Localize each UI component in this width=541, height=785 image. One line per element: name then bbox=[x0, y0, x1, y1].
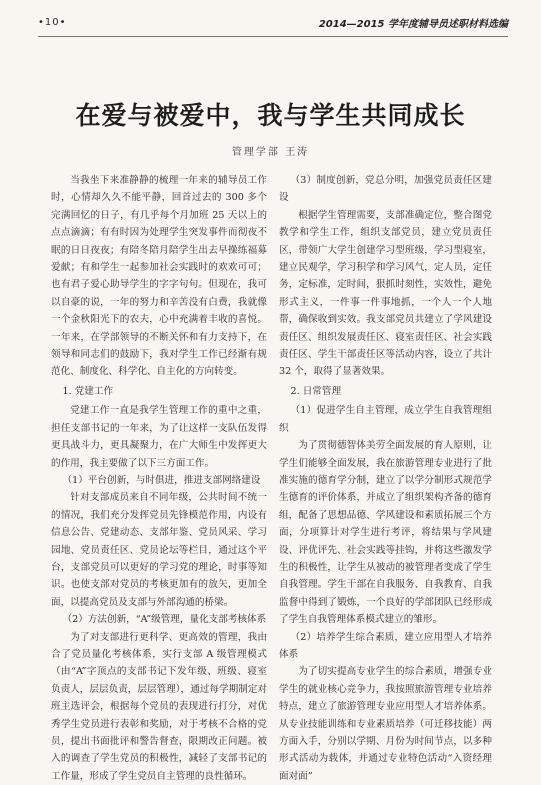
right-column bbox=[279, 172, 492, 785]
subsection-heading: （1）平台创新，与时俱进，推进支部网络建设 bbox=[62, 474, 261, 486]
section-heading: 2. 日常管理 bbox=[290, 385, 342, 397]
paragraph: 当我坐下来准静静的梳理一年来的辅导员工作时，心情却久久不能平静，回首过去的 300 多个完满回忆的日子，有几乎每个月加班 25 天以上的点点滴滴；有有时因为处理学生突发事件而彻夜不眠的日日夜夜；有陪冬陪月陪学生出去早操练福募爱献；有和学生一起参加社会实践时的欢欢可可；也有君子爱心助导学生的字字句句。但现在，我可以自豪的说，一年的努力和辛苦没有白费，我就像一个金秋阳光下的农夫，心中充满着丰收的喜悦。一年来，在学部领导的不断关怀和有力支持下，在领导和同志们的鼓励下，我对学生工作已经渐有规范化、制度化、科学化、自主化的方向转变。 bbox=[51, 175, 267, 378]
page-header bbox=[38, 8, 508, 37]
subsection-heading: （2）培养学生综合素质，建立应用型人才培养体系 bbox=[279, 631, 492, 660]
paragraph: 为了对支部进行更科学、更高效的管理，我由合了党员量化考核体系，实行支部 A 级管理模式（由“A”字顶点的支部书记下发年级、班级、寝室负责人，层层负责，层层管理），通过每学期制定对班主选评会，根据每个党员的表现进行打分，对优秀学生党员进行表彰和奖励，对于考核不合格的党员，提出书面批评和警告督查，限期改正问题。被入的调查了学生党员的积极性，减轻了支部书记的工作量，形成了学生党员自主管理的良性循环。 bbox=[51, 631, 267, 782]
subsection-heading: （2）方法创新，“A”级管理，量化支部考核体系 bbox=[62, 614, 267, 626]
left-column bbox=[51, 172, 267, 785]
section-heading: 1. 党建工作 bbox=[62, 385, 114, 397]
subsection-heading: （3）制度创新，党总分明，加强党员责任区建设 bbox=[279, 175, 492, 204]
paragraph: 针对支部成员来自不同年级，公共时间不统一的情况，我们充分发挥党员先锋模范作用，内设有信息公告、党建动态、支部年鉴、党员风采、学习园地、党员责任区、党员论坛等栏目，通过这个平台，支部党员可以更好的学习党的理论，时事等知识。也使支部对党员的考核更加有的放矢，更加全面，以提高党员及支部与外部沟通的桥梁。 bbox=[51, 492, 267, 608]
paragraph: 根据学生管理需要，支部准确定位，整合图党教学和学生工作，组织支部党员，建立党员责任区，带领广大学生创建学习型班级，学习型寝室，建立民观学，学习积学和学习风气，定人员，定任务，定标准，定时间，狠抓时刻性，实效性，避免形式主义，一件事一件事地抓，一个人一个人地帮，确保收到实效。我支部党员共建立了学风建设责任区、组织发展责任区、寝室责任区、社会实践责任区、学生干部责任区等活动内容，设立了共计 32 个，取得了显著效果。 bbox=[279, 209, 492, 378]
running-title: 2014—2015 学年度辅导员述职材料选编 bbox=[318, 18, 508, 30]
paragraph: 党建工作一直是我学生管理工作的重中之重，担任支部书记的一年来，为了让这样一支队伍发得更具战斗力，更具凝聚力，在广大师生中发挥更大的作用，我主要做了以下三方面工作。 bbox=[51, 405, 267, 469]
subsection-heading: （1）促进学生自主管理，成立学生自我管理组织 bbox=[279, 405, 492, 434]
article-title: 在爱与被爱中，我与学生共同成长 bbox=[75, 101, 466, 130]
article-author: 管理学部 王涛 bbox=[231, 147, 310, 158]
paragraph: 为了贯彻德智体美劳全面发展的育人原则，让学生们能够全面发展，我在旅游管理专业进行了批准实施的德育学分制，建立了以学分制形式规范学生德育的评价体系，并成立了组织架构齐备的德育组，配备了思想品德、学风建设和素质拓展三个方面，分项算计对学生进行考评，将结果与学风建设、评优评先、社会实践等挂钩，并将这些激发学生的积极性，让学生从被动的被管理者变成了学生自我管理。学生干部在自我服务、自我教育、自我监督中得到了锻炼，一个良好的学部团队已经形成了学生自我管理体系模式建立的雏形。 bbox=[279, 440, 492, 626]
page-number: •10• bbox=[38, 16, 67, 28]
paragraph: 为了切实提高专业学生的综合素质，增强专业学生的就业核心竞争力，我按照旅游管理专业培养特点，建立了旅游管理专业应用型人才培养体系。从专业技能训练和专业素质培养（可迁移技能）两方面入手，分别以学期、月份为时间节点，以多种形式活动为载体，并通过专业特色活动“入资经理面对面” bbox=[279, 666, 492, 782]
